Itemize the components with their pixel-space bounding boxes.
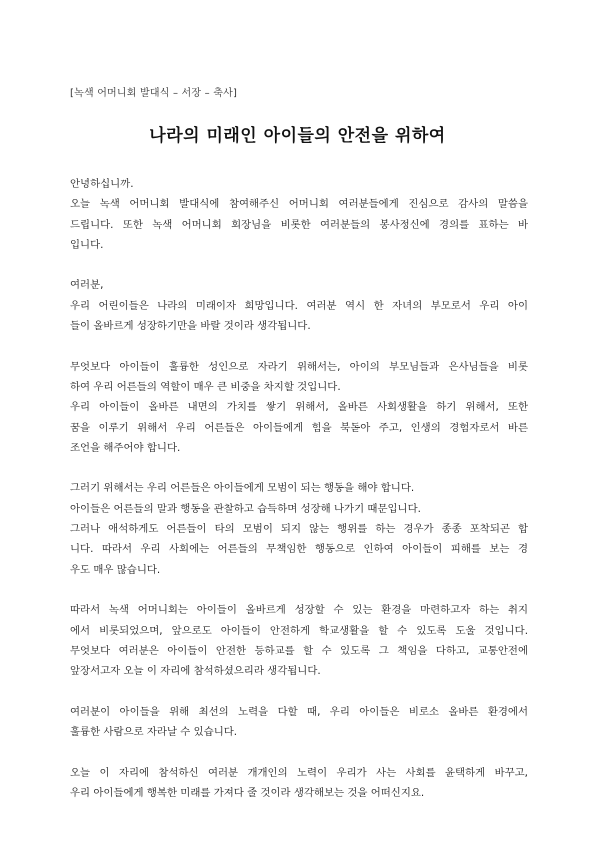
body-text-line: 우리 어린이들은 나라의 미래이자 희망입니다. 여러분 역시 한 자녀의 부모로서 우리 아이 (70, 299, 528, 312)
body-text-line: 무엇보다 여러분은 아이들이 안전한 등하교를 할 수 있도록 그 책임을 다하고, 교통안전에 (70, 644, 528, 657)
paragraph-gap (70, 580, 528, 600)
paragraph (70, 275, 528, 336)
paragraph-gap (70, 458, 528, 478)
document-title: 나라의 미래인 아이들의 안전을 위하여 (149, 126, 446, 146)
paragraph (70, 763, 528, 804)
body-text-line: 안녕하십니까. (70, 178, 134, 190)
body-text-line: 에서 비롯되었으며, 앞으로도 아이들이 안전하게 학교생활을 할 수 있도록 도울 것입니다. (70, 624, 528, 637)
body-text-line: 조언을 해주어야 합니다. (70, 441, 181, 454)
body-text-line: 들이 올바르게 성장하기만을 바랄 것이라 생각됩니다. (70, 320, 311, 333)
body-text-line: 훌륭한 사람으로 자라날 수 있습니다. (70, 726, 238, 739)
header-note: [녹색 어머니회 발대식 – 서장 – 축사] (70, 88, 238, 99)
body-text-line: 우리 아이들이 올바른 내면의 가치를 쌓기 위해서, 올바른 사회생활을 하기 위해서, 또한 (70, 401, 528, 414)
body-text-line: 니다. 따라서 우리 사회에는 어른들의 무책임한 행동으로 인하여 아이들이 피해를 보는 경 (70, 543, 528, 556)
body-text-line: 여러분이 아이들을 위해 최선의 노력을 다할 때, 우리 아이들은 비로소 올바른 환경에서 (70, 705, 528, 718)
body-text-line: 아이들은 어른들의 말과 행동을 관찰하고 습득하며 성장해 나가기 때문입니다. (70, 502, 421, 515)
paragraph-gap (70, 255, 528, 275)
paragraph (70, 600, 528, 681)
paragraph-gap (70, 681, 528, 701)
paragraph (70, 478, 528, 579)
body-text-line: 하여 우리 어른들의 역할이 매우 큰 비중을 차지할 것입니다. (70, 380, 341, 393)
body-text-line: 따라서 녹색 어머니회는 아이들이 올바르게 성장할 수 있는 환경을 마련하고자 하는 취지 (70, 604, 528, 617)
paragraph (70, 174, 528, 255)
body-text-line: 우리 아이들에게 행복한 미래를 가져다 줄 것이라 생각해보는 것을 어떠신지요. (70, 786, 425, 799)
body-text-line: 오늘 이 자리에 참석하신 여러분 개개인의 노력이 우리가 사는 사회를 윤택하게 바꾸고, (70, 766, 528, 779)
paragraph-gap (70, 742, 528, 762)
body-text-line: 앞장서고자 오늘 이 자리에 참석하셨으리라 생각됩니다. (70, 665, 321, 678)
body-text-line: 오늘 녹색 어머니회 발대식에 참여해주신 어머니회 여러분들에게 진심으로 감사의 말씀을 (70, 198, 528, 211)
paragraph (70, 702, 528, 743)
body-text-line: 그러기 위해서는 우리 어른들은 아이들에게 모범이 되는 행동을 해야 합니다. (70, 482, 415, 495)
body-text-line: 그러나 애석하게도 어른들이 타의 모범이 되지 않는 행위를 하는 경우가 종종 포착되곤 합 (70, 523, 528, 536)
body-text-line: 우도 매우 많습니다. (70, 563, 161, 576)
paragraph (70, 357, 528, 458)
body-text-line: 입니다. (70, 238, 104, 251)
paragraph-gap (70, 336, 528, 356)
body-text-line: 무엇보다 아이들이 훌륭한 성인으로 자라기 위해서는, 아이의 부모님들과 은사님들을 비롯 (70, 360, 528, 373)
document-body (70, 174, 528, 803)
body-text-line: 여러분, (70, 279, 104, 292)
body-text-line: 드립니다. 또한 녹색 어머니회 회장님을 비롯한 여러분들의 봉사정신에 경의를 표하는 바 (70, 218, 528, 231)
body-text-line: 꿈을 이루기 위해서 우리 어른들은 아이들에게 힘을 북돋아 주고, 인생의 경험자로서 바른 (70, 421, 528, 434)
